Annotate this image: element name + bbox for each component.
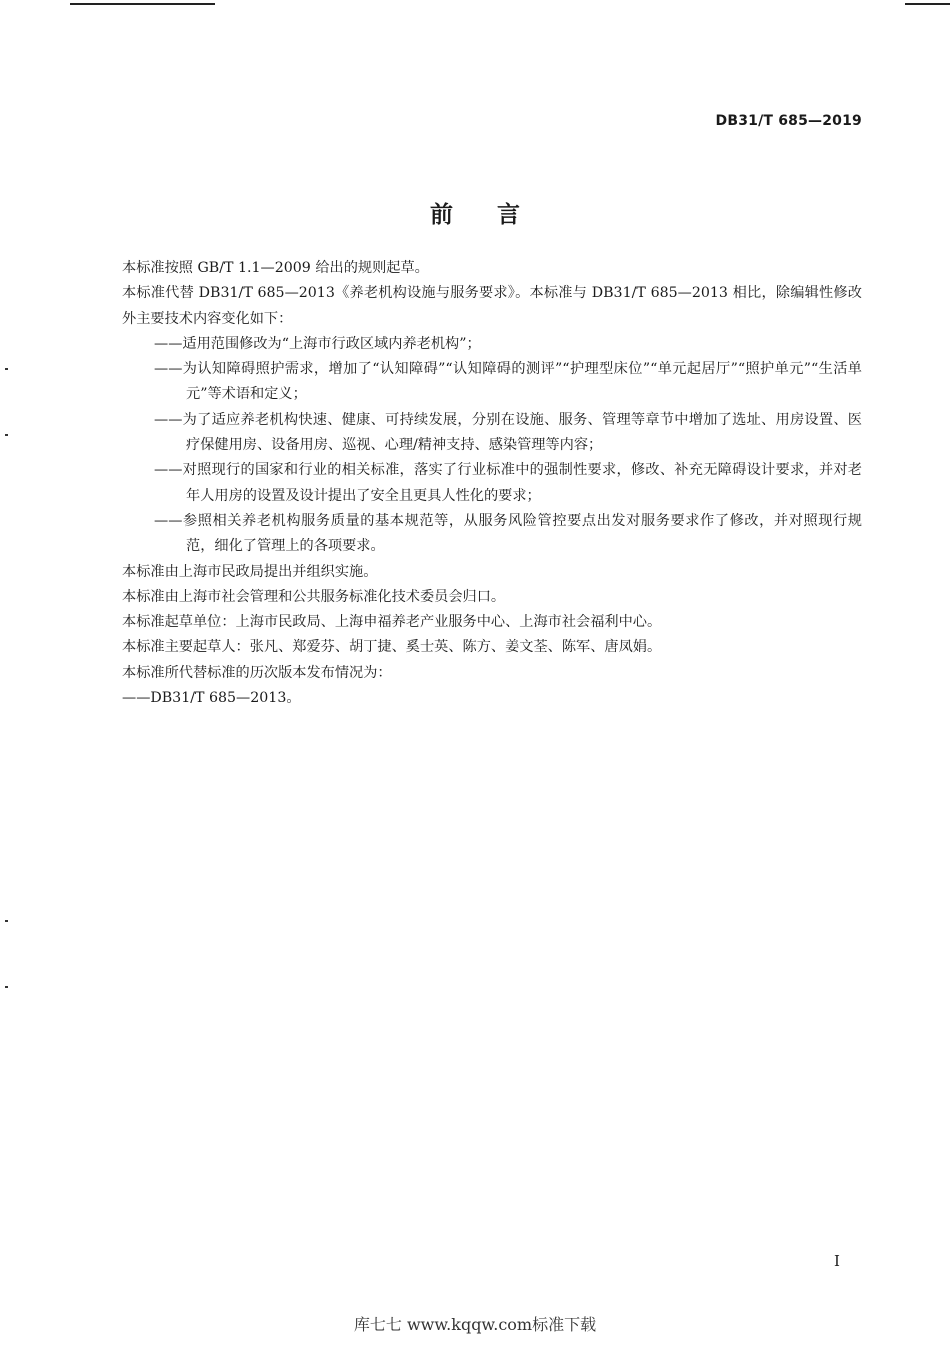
paragraph-proposer: 本标准由上海市民政局提出并组织实施。 — [122, 563, 378, 580]
change-item-facilities: ——为了适应养老机构快速、健康、可持续发展，分别在设施、服务、管理等章节中增加了选址、用房设置、医疗保健用房、设备用房、巡视、心理/精神支持、感染管理等内容； — [154, 411, 862, 454]
paragraph-drafting-units: 本标准起草单位：上海市民政局、上海申福养老产业服务中心、上海市社会福利中心。 — [122, 614, 662, 631]
change-item-terms: ——为认知障碍照护需求，增加了“认知障碍”“认知障碍的测评”“护理型床位”“单元起居厅”“照护单元”“生活单元”等术语和定义； — [154, 361, 862, 403]
paragraph-history-intro: 本标准所代替标准的历次版本发布情况为： — [122, 664, 392, 681]
scan-speck — [5, 986, 8, 988]
change-item-standards: ——对照现行的国家和行业的相关标准，落实了行业标准中的强制性要求，修改、补充无障碍设计要求，并对老年人用房的设置及设计提出了安全且更具人性化的要求； — [154, 462, 862, 504]
top-rule-left — [70, 3, 215, 5]
page-title: 前言 — [430, 202, 564, 228]
top-rule-right — [905, 3, 950, 5]
scan-speck — [5, 368, 8, 370]
paragraph-drafting-rules: 本标准按照 GB/T 1.1—2009 给出的规则起草。 — [122, 260, 429, 276]
page-number: I — [834, 1252, 840, 1270]
scan-speck — [5, 434, 8, 436]
change-item-scope: ——适用范围修改为“上海市行政区域内养老机构”； — [154, 335, 481, 352]
change-item-service: ——参照相关养老机构服务质量的基本规范等，从服务风险管控要点出发对服务要求作了修改，并对照现行规范，细化了管理上的各项要求。 — [154, 512, 862, 555]
history-item: ——DB31/T 685—2013。 — [122, 690, 301, 707]
footer-watermark-text: 库七七 www.kqqw.com标准下载 — [353, 1315, 597, 1334]
paragraph-replacement: 本标准代替 DB31/T 685—2013《养老机构设施与服务要求》。本标准与 DB31/T 685—2013 相比，除编辑性修改外主要技术内容变化如下： — [122, 285, 862, 327]
document-id: DB31/T 685—2019 — [715, 113, 862, 129]
paragraph-committee: 本标准由上海市社会管理和公共服务标准化技术委员会归口。 — [122, 588, 506, 605]
document-body — [122, 256, 862, 711]
paragraph-drafters: 本标准主要起草人：张凡、郑爱芬、胡丁捷、奚士英、陈方、姜文荃、陈军、唐凤娟。 — [122, 639, 662, 656]
scan-speck — [5, 920, 8, 922]
